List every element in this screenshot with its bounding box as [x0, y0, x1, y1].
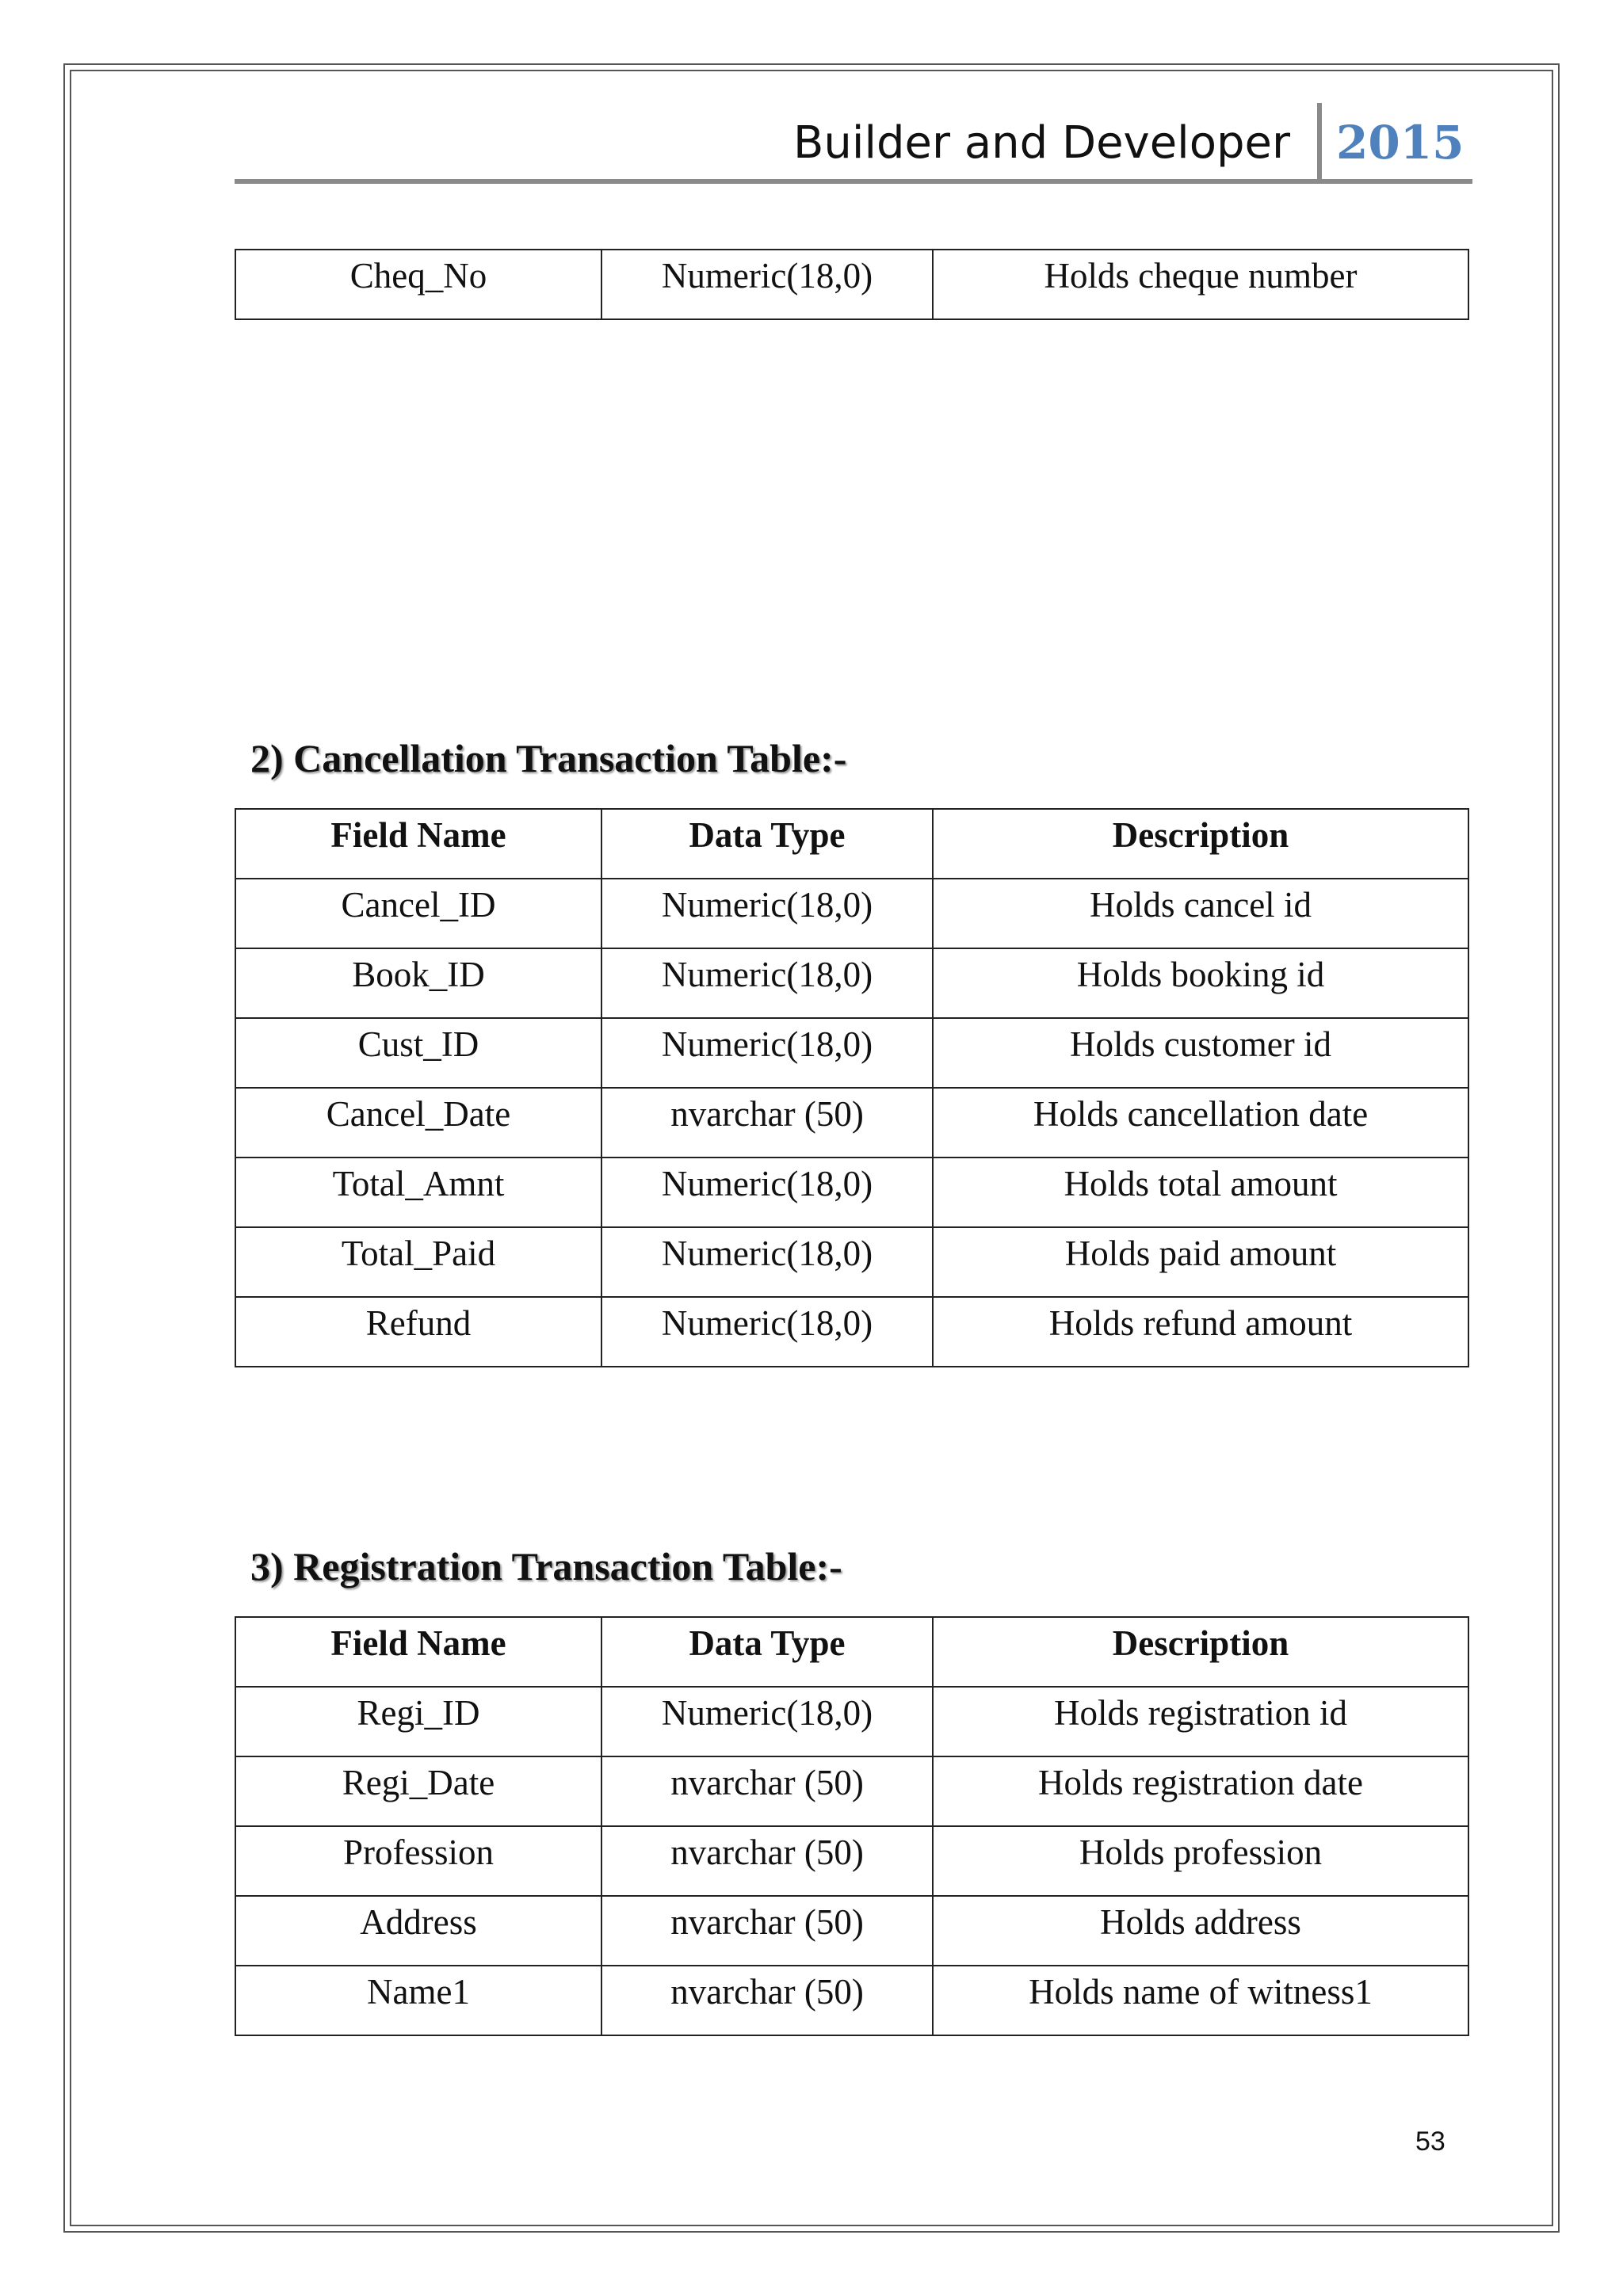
page-number: 53 — [1415, 2126, 1445, 2157]
header-title: Builder and Developer — [792, 117, 1290, 169]
column-header: Data Type — [601, 809, 933, 879]
cancellation-section-title: 2) Cancellation Transaction Table:- — [250, 736, 847, 780]
data-type-cell: nvarchar (50) — [601, 1896, 933, 1966]
data-type-cell: Numeric(18,0) — [601, 948, 933, 1018]
field-name-cell: Cancel_Date — [235, 1088, 601, 1158]
field-name-cell: Cancel_ID — [235, 879, 601, 948]
description-cell: Holds booking id — [933, 948, 1468, 1018]
data-type-cell: nvarchar (50) — [601, 1826, 933, 1896]
table-row — [235, 1297, 1468, 1367]
description-cell: Holds paid amount — [933, 1227, 1468, 1297]
registration-table — [235, 1616, 1469, 2036]
cheque-table — [235, 249, 1469, 320]
description-cell: Holds customer id — [933, 1018, 1468, 1088]
table-row — [235, 879, 1468, 948]
table-header-row — [235, 1617, 1468, 1687]
field-name-cell: Profession — [235, 1826, 601, 1896]
field-name-cell: Address — [235, 1896, 601, 1966]
description-cell: Holds name of witness1 — [933, 1966, 1468, 2035]
column-header: Data Type — [601, 1617, 933, 1687]
header-year: 2015 — [1336, 116, 1465, 170]
table-row — [235, 1687, 1468, 1756]
table-row — [235, 948, 1468, 1018]
field-name-cell: Regi_Date — [235, 1756, 601, 1826]
registration-section-title: 3) Registration Transaction Table:- — [250, 1544, 842, 1589]
field-name-cell: Cust_ID — [235, 1018, 601, 1088]
table-row — [235, 1896, 1468, 1966]
field-name-cell: Name1 — [235, 1966, 601, 2035]
description-cell: Holds profession — [933, 1826, 1468, 1896]
data-type-cell: Numeric(18,0) — [601, 1158, 933, 1227]
column-header: Field Name — [235, 809, 601, 879]
column-header: Description — [933, 809, 1468, 879]
table-row — [235, 1756, 1468, 1826]
data-type-cell: nvarchar (50) — [601, 1966, 933, 2035]
data-type-cell: Numeric(18,0) — [601, 879, 933, 948]
table-header-row — [235, 809, 1468, 879]
table-row — [235, 1158, 1468, 1227]
description-cell: Holds total amount — [933, 1158, 1468, 1227]
field-name-cell: Total_Amnt — [235, 1158, 601, 1227]
description-cell: Holds refund amount — [933, 1297, 1468, 1367]
description-cell: Holds cancellation date — [933, 1088, 1468, 1158]
field-name-cell: Refund — [235, 1297, 601, 1367]
data-type-cell: Numeric(18,0) — [601, 1227, 933, 1297]
description-cell: Holds cheque number — [933, 250, 1468, 319]
field-name-cell: Cheq_No — [235, 250, 601, 319]
data-type-cell: Numeric(18,0) — [601, 250, 933, 319]
description-cell: Holds registration id — [933, 1687, 1468, 1756]
field-name-cell: Total_Paid — [235, 1227, 601, 1297]
header-rule — [235, 179, 1472, 184]
column-header: Description — [933, 1617, 1468, 1687]
description-cell: Holds address — [933, 1896, 1468, 1966]
data-type-cell: Numeric(18,0) — [601, 1687, 933, 1756]
data-type-cell: nvarchar (50) — [601, 1756, 933, 1826]
table-row — [235, 1088, 1468, 1158]
table-row — [235, 1018, 1468, 1088]
description-cell: Holds cancel id — [933, 879, 1468, 948]
description-cell: Holds registration date — [933, 1756, 1468, 1826]
data-type-cell: nvarchar (50) — [601, 1088, 933, 1158]
table-row — [235, 1966, 1468, 2035]
field-name-cell: Regi_ID — [235, 1687, 601, 1756]
table-row — [235, 1826, 1468, 1896]
field-name-cell: Book_ID — [235, 948, 601, 1018]
data-type-cell: Numeric(18,0) — [601, 1018, 933, 1088]
table-row — [235, 250, 1468, 319]
header-separator — [1317, 103, 1322, 182]
cancellation-table — [235, 808, 1469, 1367]
column-header: Field Name — [235, 1617, 601, 1687]
table-row — [235, 1227, 1468, 1297]
page-header — [235, 95, 1472, 185]
data-type-cell: Numeric(18,0) — [601, 1297, 933, 1367]
